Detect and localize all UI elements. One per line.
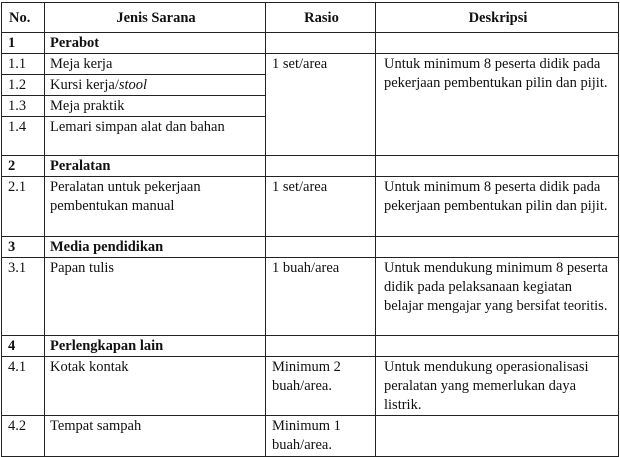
item-rasio: 1 buah/area (266, 258, 376, 336)
section-row-perlengkapan-lain (2, 336, 619, 357)
item-no: 4.2 (2, 416, 45, 457)
item-deskripsi (376, 416, 619, 457)
table-row (2, 416, 619, 457)
item-no: 1.3 (2, 96, 45, 117)
item-deskripsi: Untuk minimum 8 peserta didik pada pekerjaan pembentukan pilin dan pijit. (376, 54, 619, 156)
item-name: Meja praktik (45, 96, 266, 117)
empty-cell (266, 33, 376, 54)
sarana-table (1, 2, 619, 457)
section-row-peralatan (2, 156, 619, 177)
header-rasio: Rasio (266, 3, 376, 33)
item-name: Papan tulis (45, 258, 266, 336)
header-no: No. (2, 3, 45, 33)
header-deskripsi: Deskripsi (376, 3, 619, 33)
item-name: Meja kerja (45, 54, 266, 75)
item-rasio: Minimum 1 buah/area. (266, 416, 376, 457)
empty-cell (376, 33, 619, 54)
item-name-plain: Kursi kerja/ (50, 77, 119, 93)
header-row (2, 3, 619, 33)
empty-cell (376, 156, 619, 177)
empty-cell (266, 237, 376, 258)
section-title: Media pendidikan (45, 237, 266, 258)
item-no: 2.1 (2, 177, 45, 237)
item-name: Tempat sampah (45, 416, 266, 457)
empty-cell (266, 156, 376, 177)
item-no: 1.1 (2, 54, 45, 75)
empty-cell (376, 237, 619, 258)
item-name: Peralatan untuk pekerjaan pembentukan manual (45, 177, 266, 237)
table-row (2, 258, 619, 336)
item-no: 4.1 (2, 357, 45, 416)
item-deskripsi: Untuk minimum 8 peserta didik pada pekerjaan pembentukan pilin dan pijit. (376, 177, 619, 237)
section-no: 1 (2, 33, 45, 54)
item-name (45, 75, 266, 96)
item-name: Kotak kontak (45, 357, 266, 416)
table-row (2, 177, 619, 237)
item-no: 1.4 (2, 117, 45, 156)
table-row (2, 54, 619, 75)
section-no: 3 (2, 237, 45, 258)
section-no: 4 (2, 336, 45, 357)
item-name: Lemari simpan alat dan bahan (45, 117, 266, 156)
item-rasio: 1 set/area (266, 177, 376, 237)
section-title: Perabot (45, 33, 266, 54)
item-deskripsi: Untuk mendukung operasionalisasi peralatan yang memerlukan daya listrik. (376, 357, 619, 416)
section-title: Perlengkapan lain (45, 336, 266, 357)
item-no: 1.2 (2, 75, 45, 96)
table-row (2, 357, 619, 416)
empty-cell (376, 336, 619, 357)
item-rasio: 1 set/area (266, 54, 376, 156)
item-name-italic: stool (118, 77, 148, 93)
section-row-perabot (2, 33, 619, 54)
header-jenis-sarana: Jenis Sarana (45, 3, 266, 33)
item-rasio: Minimum 2 buah/area. (266, 357, 376, 416)
section-no: 2 (2, 156, 45, 177)
section-title: Peralatan (45, 156, 266, 177)
item-deskripsi: Untuk mendukung minimum 8 peserta didik pada pelaksanaan kegiatan belajar mengajar yang bersifat teoritis. (376, 258, 619, 336)
item-no: 3.1 (2, 258, 45, 336)
empty-cell (266, 336, 376, 357)
section-row-media-pendidikan (2, 237, 619, 258)
